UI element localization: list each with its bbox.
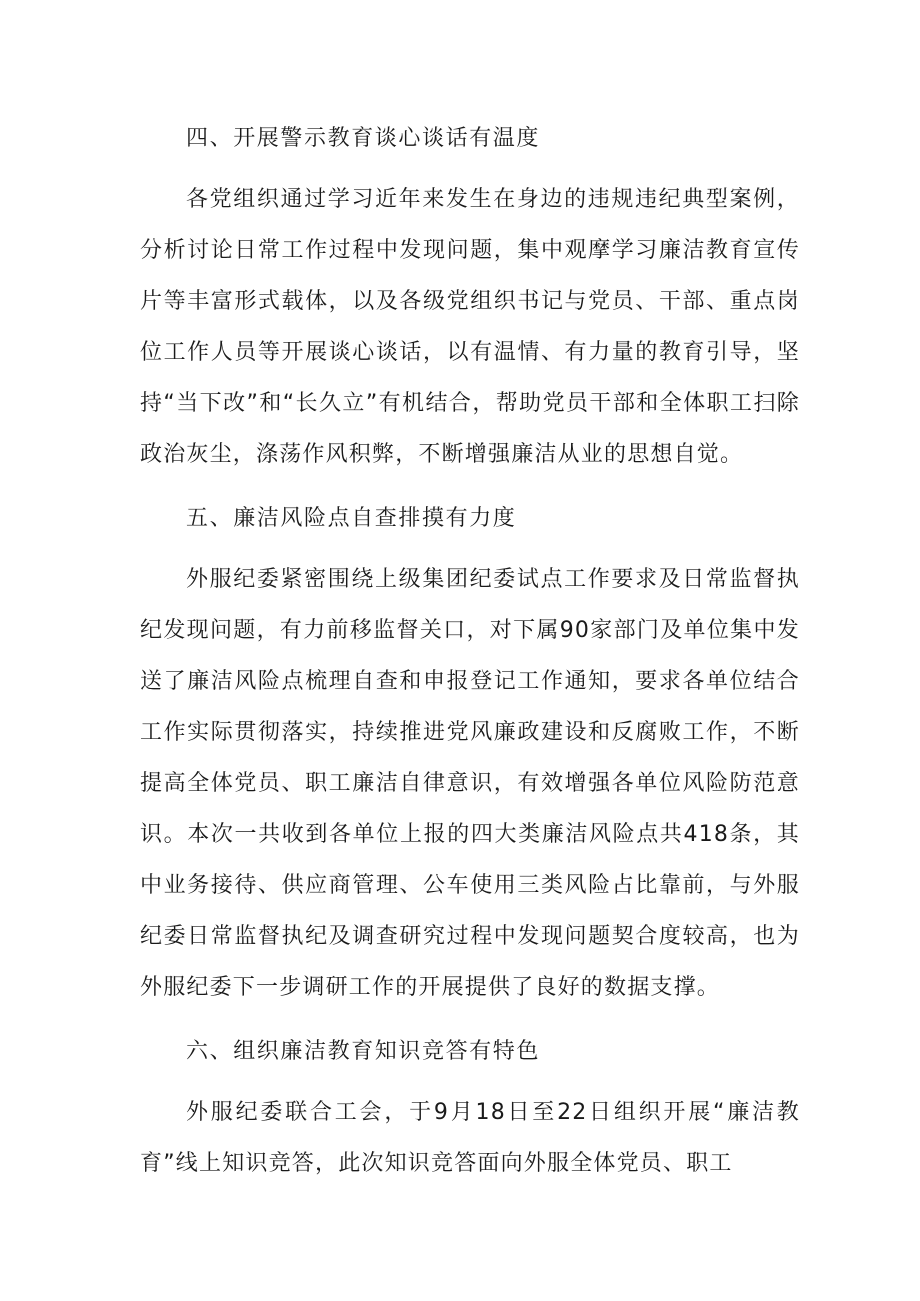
section-paragraph: 外服纪委紧密围绕上级集团纪委试点工作要求及日常监督执纪发现问题，有力前移监督关口，对下属90家部门及单位集中发送了廉洁风险点梳理自查和申报登记工作通知，要求各单位结合工作实际贯彻落实，持续推进党风廉政建设和反腐败工作，不断提高全体党员、职工廉洁自律意识，有效增强各单位风险防范意识。本次一共收到各单位上报的四大类廉洁风险点共418条，其中业务接待、供应商管理、公车使用三类风险占比靠前，与外服纪委日常监督执纪及调查研究过程中发现问题契合度较高，也为外服纪委下一步调研工作的开展提供了良好的数据支撑。 [140, 567, 800, 1000]
section-heading: 五、廉洁风险点自查排摸有力度 [186, 506, 517, 531]
document-page [140, 112, 800, 1189]
section-4 [140, 112, 800, 480]
section-paragraph: 外服纪委联合工会，于9月18日至22日组织开展“廉洁教育”线上知识竞答，此次知识竞答面向外服全体党员、职工 [140, 1100, 800, 1176]
section-heading: 六、组织廉洁教育知识竞答有特色 [186, 1039, 541, 1064]
section-paragraph: 各党组织通过学习近年来发生在身边的违规违纪典型案例，分析讨论日常工作过程中发现问题，集中观摩学习廉洁教育宣传片等丰富形式载体，以及各级党组织书记与党员、干部、重点岗位工作人员等开展谈心谈话，以有温情、有力量的教育引导，坚持“当下改”和“长久立”有机结合，帮助党员干部和全体职工扫除政治灰尘，涤荡作风积弊，不断增强廉洁从业的思想自觉。 [140, 187, 800, 467]
section-6 [140, 1025, 800, 1189]
section-5 [140, 492, 800, 1013]
section-heading: 四、开展警示教育谈心谈话有温度 [186, 126, 541, 151]
